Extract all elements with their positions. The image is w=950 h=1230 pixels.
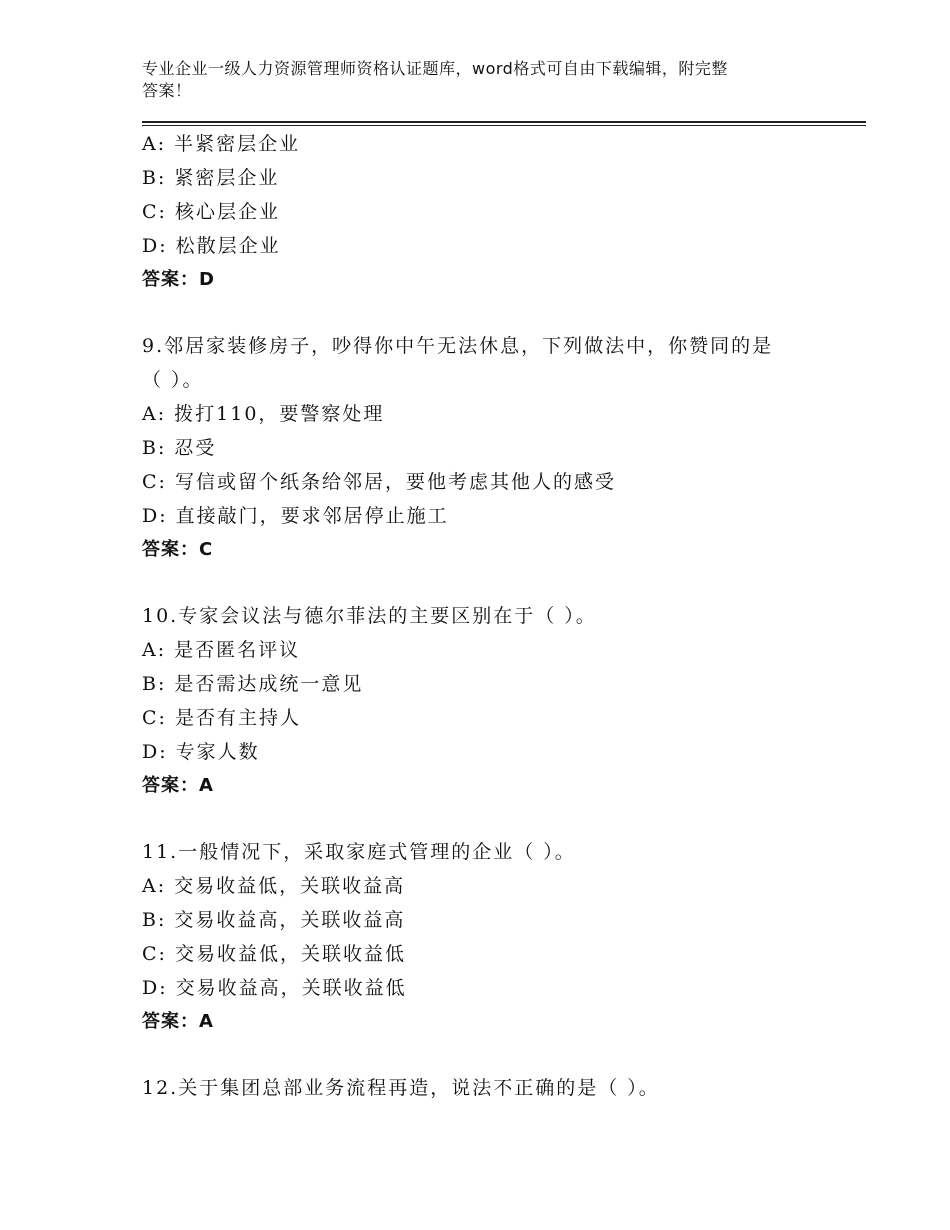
option-b: B: 紧密层企业 (142, 167, 280, 189)
question-block-prev (142, 127, 862, 297)
option-a: A: 是否匿名评议 (142, 639, 301, 661)
answer-line: 答案：C (142, 539, 214, 560)
question-stem: 10.专家会议法与德尔菲法的主要区别在于（ ）。 (142, 605, 597, 627)
header-line-2: 答案！ (142, 81, 192, 100)
option-a: A: 拨打110，要警察处理 (142, 403, 385, 425)
option-d: D: 直接敲门，要求邻居停止施工 (142, 505, 449, 527)
question-block-9 (142, 329, 862, 567)
option-a: A: 交易收益低，关联收益高 (142, 875, 406, 897)
option-d: D: 专家人数 (142, 741, 260, 763)
option-c: C: 交易收益低，关联收益低 (142, 943, 406, 965)
question-block-10 (142, 599, 862, 803)
question-stem-cont: （ ）。 (142, 369, 204, 391)
answer-line: 答案：A (142, 775, 214, 796)
question-block-11 (142, 835, 862, 1039)
header-rule-thick (142, 121, 866, 123)
document-header (142, 58, 822, 102)
option-b: B: 忍受 (142, 437, 217, 459)
answer-line: 答案：A (142, 1011, 214, 1032)
header-line-1: 专业企业一级人力资源管理师资格认证题库，word格式可自由下载编辑，附完整 (142, 59, 728, 78)
option-b: B: 交易收益高，关联收益高 (142, 909, 406, 931)
option-c: C: 是否有主持人 (142, 707, 301, 729)
option-b: B: 是否需达成统一意见 (142, 673, 364, 695)
answer-line: 答案：D (142, 269, 215, 290)
option-a: A: 半紧密层企业 (142, 133, 301, 155)
question-list (142, 127, 862, 1105)
question-stem: 12.关于集团总部业务流程再造，说法不正确的是（ ）。 (142, 1077, 660, 1099)
header-rule-thin (142, 125, 866, 126)
question-stem: 9.邻居家装修房子，吵得你中午无法休息，下列做法中，你赞同的是 (142, 335, 774, 357)
question-block-12 (142, 1071, 862, 1105)
option-d: D: 交易收益高，关联收益低 (142, 977, 407, 999)
option-c: C: 写信或留个纸条给邻居，要他考虑其他人的感受 (142, 471, 616, 493)
option-c: C: 核心层企业 (142, 201, 280, 223)
option-d: D: 松散层企业 (142, 235, 281, 257)
question-stem: 11.一般情况下，采取家庭式管理的企业（ ）。 (142, 841, 576, 863)
